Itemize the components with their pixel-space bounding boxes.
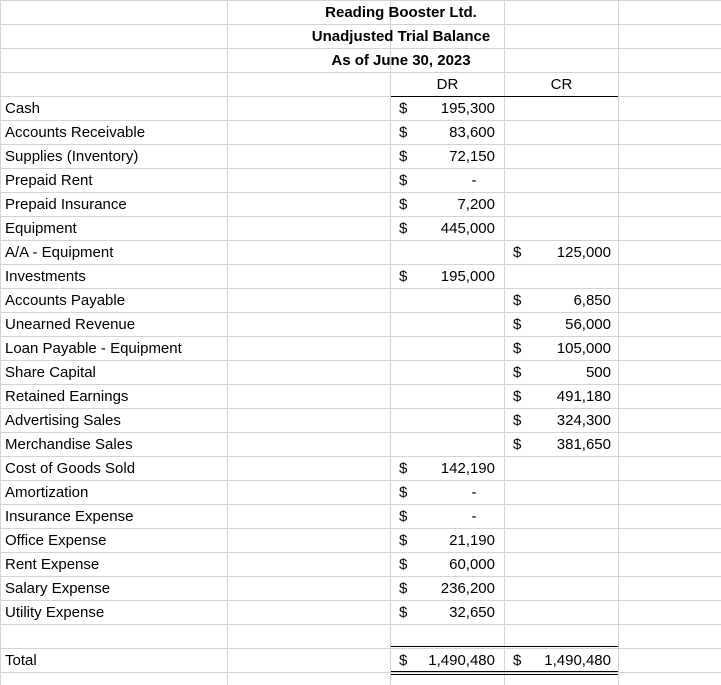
grid-col-line [390,0,391,685]
dr-dollar-sign: $ [399,268,408,285]
dr-column-header: DR [436,76,459,93]
dr-dollar-sign: $ [399,100,408,117]
dr-amount: 32,650 [449,604,495,621]
dr-amount: 445,000 [440,220,495,237]
account-name: Rent Expense [5,556,100,573]
account-name: Cost of Goods Sold [5,460,136,477]
dr-amount: 142,190 [440,460,495,477]
cr-amount: 105,000 [556,340,611,357]
dr-dollar-sign: $ [399,460,408,477]
cr-dollar-sign: $ [513,292,522,309]
cr-dollar-sign: $ [513,388,522,405]
dr-amount: 72,150 [449,148,495,165]
total-label: Total [5,652,37,669]
account-name: Accounts Receivable [5,124,146,141]
total-dr-dollar: $ [399,652,408,669]
cr-dollar-sign: $ [513,340,522,357]
report-title: Unadjusted Trial Balance [311,28,491,45]
account-name: Prepaid Rent [5,172,93,189]
account-name: Insurance Expense [5,508,134,525]
account-name: A/A - Equipment [5,244,114,261]
cr-dollar-sign: $ [513,412,522,429]
company-title: Reading Booster Ltd. [325,4,477,21]
dr-amount: 21,190 [449,532,495,549]
account-name: Investments [5,268,86,285]
total-cr-dollar: $ [513,652,522,669]
dr-amount: 195,300 [440,100,495,117]
dr-amount: 83,600 [449,124,495,141]
grid-col-line [504,0,505,685]
dr-dollar-sign: $ [399,532,408,549]
dr-dollar-sign: $ [399,220,408,237]
account-name: Advertising Sales [5,412,121,429]
dr-amount: 7,200 [457,196,495,213]
account-name: Office Expense [5,532,107,549]
account-name: Accounts Payable [5,292,126,309]
cr-amount: 56,000 [565,316,611,333]
cr-amount: 491,180 [556,388,611,405]
dr-dollar-sign: $ [399,196,408,213]
account-name: Loan Payable - Equipment [5,340,182,357]
account-name: Cash [5,100,41,117]
account-name: Salary Expense [5,580,111,597]
dr-dollar-sign: $ [399,556,408,573]
cr-amount: 324,300 [556,412,611,429]
dr-amount: 60,000 [449,556,495,573]
cr-amount: 381,650 [556,436,611,453]
account-name: Amortization [5,484,89,501]
cr-dollar-sign: $ [513,364,522,381]
grid-col-line [227,0,228,685]
cr-dollar-sign: $ [513,316,522,333]
account-name: Retained Earnings [5,388,129,405]
dr-dollar-sign: $ [399,172,408,189]
total-double-underline-1 [391,671,618,672]
account-name: Equipment [5,220,77,237]
dr-dollar-sign: $ [399,148,408,165]
cr-dollar-sign: $ [513,436,522,453]
dr-amount: - [471,172,477,189]
dr-amount: 195,000 [440,268,495,285]
dr-dollar-sign: $ [399,604,408,621]
grid-col-line [0,0,1,685]
account-name: Utility Expense [5,604,105,621]
account-name: Supplies (Inventory) [5,148,139,165]
dr-amount: 236,200 [440,580,495,597]
dr-dollar-sign: $ [399,484,408,501]
total-dr-amount: 1,490,480 [428,652,495,669]
account-name: Prepaid Insurance [5,196,127,213]
account-name: Unearned Revenue [5,316,136,333]
dr-amount: - [471,508,477,525]
dr-amount: - [471,484,477,501]
dr-dollar-sign: $ [399,580,408,597]
dr-dollar-sign: $ [399,124,408,141]
cr-column-header: CR [550,76,573,93]
total-double-underline-2 [391,674,618,675]
cr-amount: 500 [585,364,611,381]
total-top-border [391,646,618,647]
cr-amount: 6,850 [573,292,611,309]
grid-col-line [618,0,619,685]
dr-dollar-sign: $ [399,508,408,525]
cr-amount: 125,000 [556,244,611,261]
account-name: Share Capital [5,364,96,381]
cr-dollar-sign: $ [513,244,522,261]
total-cr-amount: 1,490,480 [544,652,611,669]
account-name: Merchandise Sales [5,436,133,453]
report-date: As of June 30, 2023 [331,52,471,69]
